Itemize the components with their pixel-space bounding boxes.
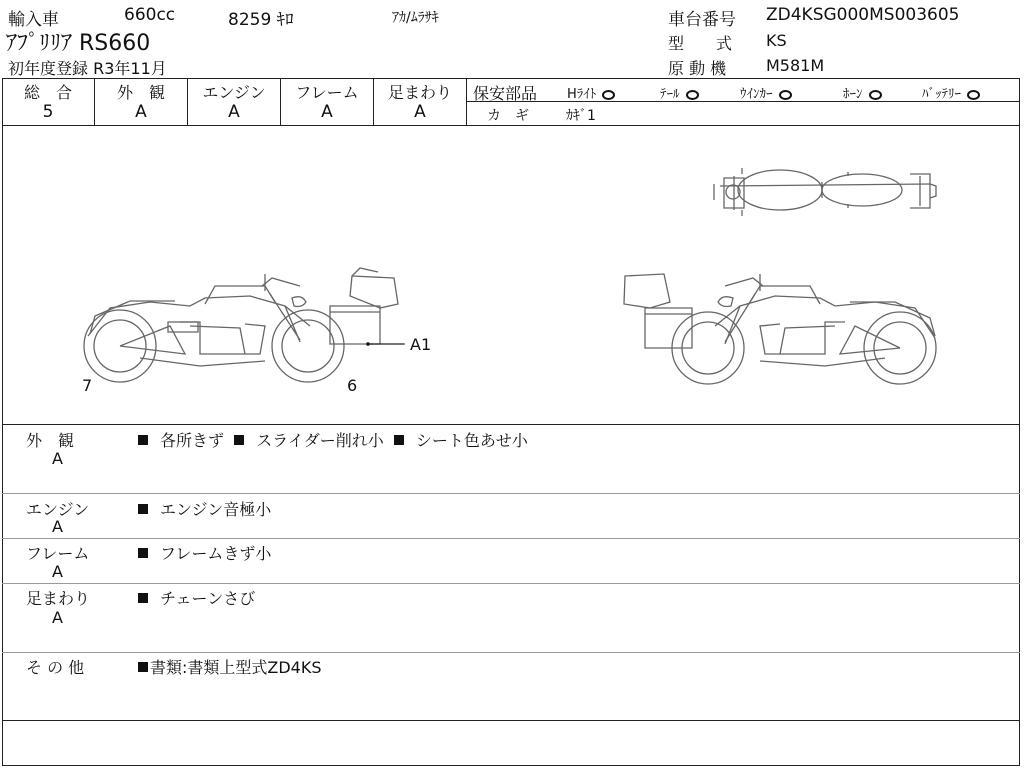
grade-frame-value: A <box>321 102 333 122</box>
engine-label: 原 動 機 <box>668 59 727 78</box>
motorcycle-diagram <box>0 126 1024 424</box>
note-label: そ の 他 <box>26 658 85 677</box>
bullet-square-icon <box>234 435 244 445</box>
grade-overall-label: 総 合 <box>23 83 72 102</box>
note-label: 外 観 <box>26 431 75 450</box>
ok-circle-icon <box>869 90 882 100</box>
bullet-square-icon <box>394 435 404 445</box>
bullet-square-icon <box>138 662 148 672</box>
safety-item-battery: ﾊﾞｯﾃﾘｰ <box>922 83 980 102</box>
safety-item-horn: ﾎｰﾝ <box>843 83 882 102</box>
key-label: カ ギ <box>487 108 529 124</box>
model-name: ｱﾌﾟﾘﾘｱ RS660 <box>6 31 151 56</box>
type-label: 型 式 <box>668 34 733 53</box>
grade-exterior-value: A <box>135 102 147 122</box>
displacement: 660cc <box>124 5 176 25</box>
marker-a1: A1 <box>410 335 432 354</box>
note-items: 各所きず スライダー削れ小 シート色あせ小 <box>138 428 528 451</box>
note-items: エンジン音極小 <box>138 497 271 520</box>
marker-7: 7 <box>82 376 93 395</box>
marker-a1-pointer <box>366 342 404 346</box>
registration: 初年度登録 R3年11月 <box>8 59 167 78</box>
note-grade: A <box>52 517 63 536</box>
note-label: フレーム <box>26 544 90 563</box>
engine-value: M581M <box>766 56 825 75</box>
frame-no: ZD4KSG000MS003605 <box>766 5 960 25</box>
marker-6: 6 <box>347 376 358 395</box>
safety-item-winker: ｳｲﾝｶｰ <box>740 83 792 102</box>
safety-item-headlight: Hﾗｲﾄ <box>567 83 615 102</box>
type-value: KS <box>766 31 787 50</box>
key-value: ｶｷﾞ1 <box>566 108 596 124</box>
color: ｱｶ/ﾑﾗｻｷ <box>392 10 439 26</box>
note-grade: A <box>52 449 63 468</box>
ok-circle-icon <box>967 90 980 100</box>
ok-circle-icon <box>779 90 792 100</box>
note-items: フレームきず小 <box>138 541 271 564</box>
safety-label: 保安部品 <box>473 84 538 103</box>
note-label: エンジン <box>26 500 90 519</box>
note-grade: A <box>52 608 63 627</box>
bike-right-side <box>624 274 936 384</box>
bullet-square-icon <box>138 504 148 514</box>
note-label: 足まわり <box>26 589 91 608</box>
note-items: チェーンさび <box>138 586 255 609</box>
grade-overall-value: 5 <box>42 102 54 122</box>
grade-engine-label: エンジン <box>202 83 266 102</box>
grade-suspension-value: A <box>414 102 426 122</box>
grade-frame-label: フレーム <box>295 83 359 102</box>
bike-top-view <box>714 168 936 216</box>
ok-circle-icon <box>686 90 699 100</box>
note-items: 書類:書類上型式ZD4KS <box>138 655 322 678</box>
grade-exterior-label: 外 観 <box>116 83 165 102</box>
grade-engine-value: A <box>228 102 240 122</box>
category: 輸入車 <box>8 10 59 30</box>
mileage: 8259 ｷﾛ <box>228 10 294 30</box>
grade-suspension-label: 足まわり <box>387 83 452 102</box>
safety-item-tail: ﾃｰﾙ <box>660 83 699 102</box>
bike-left-side <box>84 268 405 382</box>
bullet-square-icon <box>138 548 148 558</box>
note-grade: A <box>52 562 63 581</box>
bullet-square-icon <box>138 593 148 603</box>
ok-circle-icon <box>602 90 615 100</box>
frame-no-label: 車台番号 <box>668 10 736 30</box>
bullet-square-icon <box>138 435 148 445</box>
